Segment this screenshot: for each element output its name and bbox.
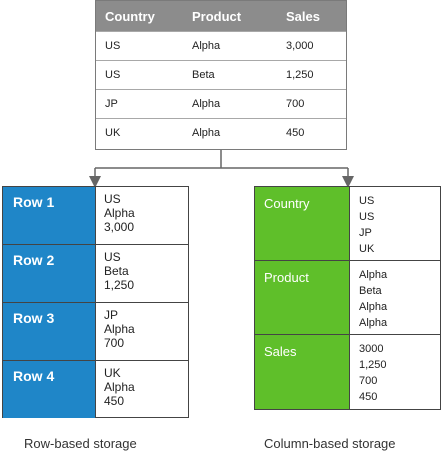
row-values <box>96 303 188 360</box>
column-storage-caption: Column-based storage <box>264 436 396 451</box>
column-values <box>350 335 440 409</box>
column-value: 700 <box>359 375 378 387</box>
storage-column <box>255 187 440 260</box>
column-value: US <box>359 211 375 223</box>
cell-product: Beta <box>192 69 215 81</box>
row-value: 450 <box>104 394 125 408</box>
column-label: Product <box>255 261 349 334</box>
row-value: US <box>104 192 121 206</box>
cell-sales: 700 <box>286 98 305 110</box>
column-value: 450 <box>359 391 378 403</box>
row-vertical-divider <box>95 187 96 417</box>
row-label: Row 4 <box>3 361 95 418</box>
column-value: 3000 <box>359 343 384 355</box>
row-values <box>96 361 188 418</box>
row-value: Alpha <box>104 322 135 336</box>
cell-sales: 1,250 <box>286 69 314 81</box>
cell-country: UK <box>105 127 121 139</box>
cell-country: US <box>105 40 121 52</box>
cell-product: Alpha <box>192 98 221 110</box>
row-values <box>96 187 188 244</box>
row-value: 1,250 <box>104 278 135 292</box>
row-storage-caption: Row-based storage <box>24 436 137 451</box>
cell-sales: 3,000 <box>286 40 314 52</box>
row-label: Row 3 <box>3 303 95 360</box>
header-product: Product <box>192 8 242 24</box>
row-value: 3,000 <box>104 220 135 234</box>
cell-country: JP <box>105 98 118 110</box>
storage-column <box>255 261 440 334</box>
cell-product: Alpha <box>192 40 221 52</box>
column-value: Alpha <box>359 317 388 329</box>
cell-product: Alpha <box>192 127 221 139</box>
column-value: Alpha <box>359 301 388 313</box>
header-sales: Sales <box>286 8 320 24</box>
column-value: Beta <box>359 285 382 297</box>
column-value: JP <box>359 227 372 239</box>
row-value: UK <box>104 366 121 380</box>
column-value: 1,250 <box>359 359 387 371</box>
column-values <box>350 187 440 260</box>
row-value: US <box>104 250 121 264</box>
column-label: Sales <box>255 335 349 409</box>
column-value: US <box>359 195 375 207</box>
cell-sales: 450 <box>286 127 305 139</box>
column-value: Alpha <box>359 269 388 281</box>
storage-column <box>255 335 440 409</box>
cell-country: US <box>105 69 121 81</box>
row-values <box>96 245 188 302</box>
row-value: Alpha <box>104 380 135 394</box>
row-value: 700 <box>104 336 125 350</box>
row-label: Row 2 <box>3 245 95 302</box>
row-value: Alpha <box>104 206 135 220</box>
column-values <box>350 261 440 334</box>
row-value: Beta <box>104 264 129 278</box>
column-label: Country <box>255 187 349 260</box>
row-based-storage <box>2 186 189 418</box>
row-value: JP <box>104 308 119 322</box>
column-vertical-divider <box>349 187 350 409</box>
column-based-storage <box>254 186 441 410</box>
header-country: Country <box>105 8 155 24</box>
column-value: UK <box>359 243 375 255</box>
row-label: Row 1 <box>3 187 95 244</box>
